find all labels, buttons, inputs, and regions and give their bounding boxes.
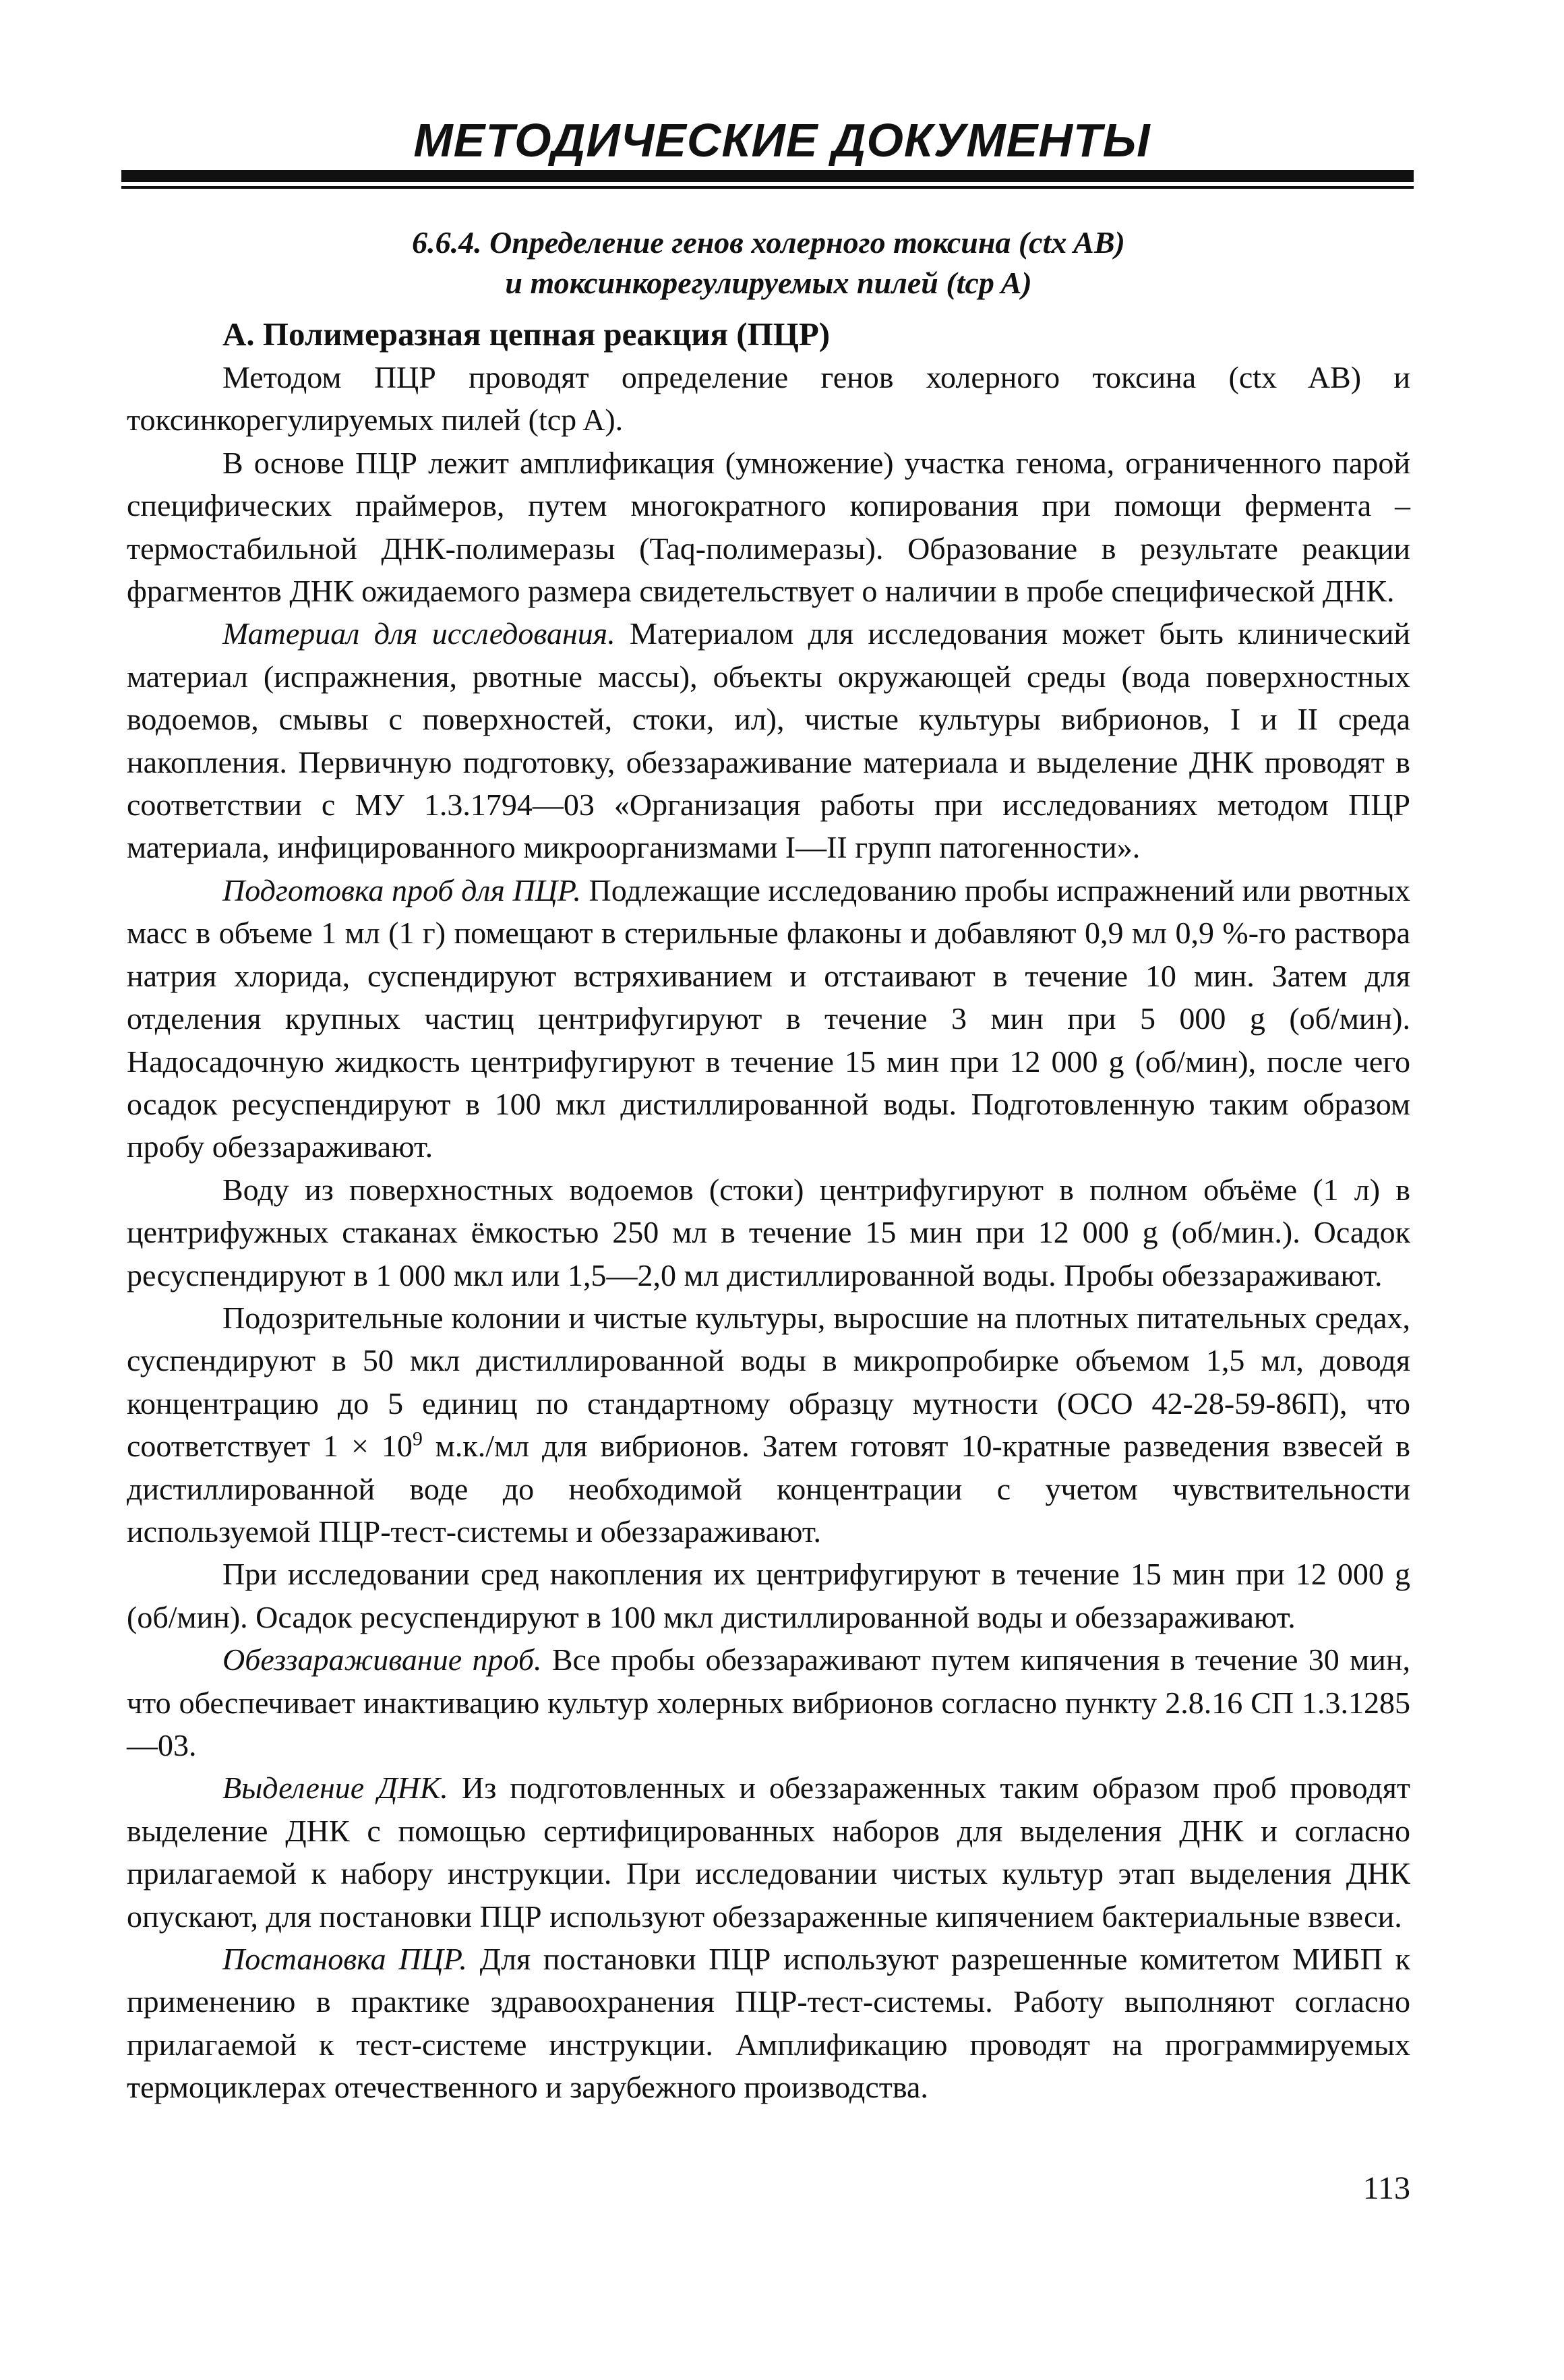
- pcr-setup-label: Постановка ПЦР.: [222, 1942, 467, 1977]
- sample-prep-text: Подлежащие исследованию пробы испражнений или рвотных масс в объеме 1 мл (1 г) помещают в стерильные флаконы и добавляют 0,9 мл 0,9 %-го раствора натрия хлорида, суспендируют встряхиванием и отстаивают в течение 10 мин. Затем для отделения крупных частиц центрифугируют в течение 3 мин при 5 000 g (об/мин). Надосадочную жидкость центрифугируют в течение 15 мин при 12 000 g (об/мин), после чего осадок ресуспендируют в 100 мкл дистиллированной воды. Подготовленную таким образом пробу обеззараживают.: [127, 872, 1410, 1164]
- material-text: Материалом для исследования может быть клинический материал (испражнения, рвотные массы), объекты окружающей среды (вода поверхностных водоемов, смывы с поверхностей, стоки, ил), чистые культуры вибрионов, I и II среда накопления. Первичную подготовку, обеззараживание материала и выделение ДНК проводят в соответствии с МУ 1.3.1794—03 «Организация работы при исследованиях методом ПЦР материала, инфицированного микроорганизмами I—II групп патогенности».: [127, 616, 1410, 865]
- dna-extraction-label: Выделение ДНК.: [222, 1771, 448, 1806]
- disinfection-label: Обеззараживание проб.: [222, 1642, 542, 1677]
- sample-prep-label: Подготовка проб для ПЦР.: [222, 872, 581, 908]
- running-header: МЕТОДИЧЕСКИЕ ДОКУМЕНТЫ: [413, 114, 1151, 167]
- disinfection-text: Все пробы обеззараживают путем кипячения в течение 30 мин, что обеспечивает инактивацию культур холерных вибрионов согласно пункту 2.8.16 СП 1.3.1285—03.: [127, 1642, 1410, 1762]
- dna-extraction-text: Из подготовленных и обеззараженных таким образом проб проводят выделение ДНК с помощью сертифицированных наборов для выделения ДНК и согласно прилагаемой к набору инструкции. При исследовании чистых культур этап выделения ДНК опускают, для постановки ПЦР используют обеззараженные кипячением бактериальные взвеси.: [127, 1771, 1410, 1934]
- paragraph-water: Воду из поверхностных водоемов (стоки) центрифугируют в полном объёме (1 л) в центрифужных стаканах ёмкостью 250 мл в течение 15 мин при 12 000 g (об/мин.). Осадок ресуспендируют в 1 000 мкл или 1,5—2,0 мл дистиллированной воды. Пробы обеззараживают.: [127, 1172, 1410, 1292]
- section-title-line1: 6.6.4. Определение генов холерного токсина (ctx AB): [412, 225, 1125, 260]
- paragraph-sample-prep: [127, 869, 1410, 1168]
- header-rule-thin: [121, 186, 1414, 189]
- paragraph-disinfection: [127, 1638, 1410, 1766]
- paragraph-dna-extraction: [127, 1766, 1410, 1938]
- page-content: [127, 222, 1410, 2109]
- paragraph-pcr-basis: В основе ПЦР лежит амплификация (умножение) участка генома, ограниченного парой специфических праймеров, путем многократного копирования при помощи фермента – термостабильной ДНК-полимеразы (Taq-полимеразы). Образование в результате реакции фрагментов ДНК ожидаемого размера свидетельствует о наличии в пробе специфической ДНК.: [127, 445, 1410, 609]
- paragraph-pcr-setup: [127, 1938, 1410, 2109]
- part-a-title: А. Полимеразная цепная реакция (ПЦР): [222, 316, 831, 353]
- paragraph-material: [127, 612, 1410, 868]
- paragraph-intro: Методом ПЦР проводят определение генов холерного токсина (ctx AB) и токсинкорегулируемых пилей (tcp A).: [127, 360, 1410, 438]
- header-rule-thick: [121, 170, 1414, 182]
- page-number: 113: [1362, 2170, 1410, 2206]
- material-label: Материал для исследования.: [222, 616, 615, 651]
- colonies-text-before: Подозрительные колонии и чистые культуры, выросшие на плотных питательных средах, суспендируют в 50 мкл дистиллированной воды в микропробирке объемом 1,5 мл, доводя концентрацию до 5 единиц по стандартному образцу мутности (ОСО 42-28-59-86П), что соответствует 1 × 10: [127, 1300, 1410, 1464]
- colonies-exponent: 9: [412, 1427, 423, 1450]
- pcr-setup-text: Для постановки ПЦР используют разрешенные комитетом МИБП к применению в практике здравоохранения ПЦР-тест-системы. Работу выполняют согласно прилагаемой к тест-системе инструкции. Амплификацию проводят на программируемых термоциклерах отечественного и зарубежного производства.: [127, 1942, 1410, 2105]
- paragraph-enrichment: При исследовании сред накопления их центрифугируют в течение 15 мин при 12 000 g (об/мин). Осадок ресуспендируют в 100 мкл дистиллированной воды и обеззараживают.: [127, 1557, 1410, 1634]
- colonies-text-after: м.к./мл для вибрионов. Затем готовят 10-кратные разведения взвесей в дистиллированной воде до необходимой концентрации с учетом чувствительности используемой ПЦР-тест-системы и обеззараживают.: [127, 1429, 1410, 1549]
- paragraph-colonies: [127, 1297, 1410, 1553]
- section-title-line2: и токсинкорегулируемых пилей (tcp A): [505, 266, 1032, 300]
